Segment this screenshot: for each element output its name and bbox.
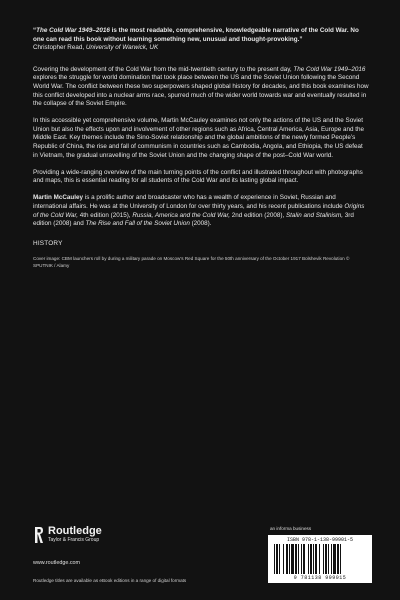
- endorsement-quote: [33, 27, 369, 53]
- publisher-name: Routledge: [48, 525, 102, 537]
- cover-text: [33, 27, 369, 269]
- description-paragraph-2: In this accessible yet comprehensive volume, Martin McCauley examines not only the actions of the US and the Soviet Union but also the effects upon and involvement of other regions such as Africa, Central America, Asia, Europe and the Middle East. Key themes include the Sino-Soviet relationship and the global ambitions of the newly formed People’s Republic of China, the rise and fall of communism in countries such as Cambodia, Angola, and Ethiopia, the US defeat in Vietnam, the gradual unravelling of the Soviet Union and the changing shape of the post–Cold War world.: [33, 117, 365, 159]
- isbn-barcode: [268, 535, 372, 583]
- publisher-website: www.routledge.com: [33, 560, 81, 566]
- ean-number: 9 781138 999015: [293, 575, 347, 581]
- ebook-note: Routledge titles are available as eBook editions in a range of digital formats: [33, 578, 187, 583]
- quote-attribution: Christopher Read, University of Warwick, UK: [33, 44, 159, 52]
- isbn-number: ISBN 978-1-138-99901-5: [286, 537, 353, 543]
- author-bio: Martin McCauley is a prolific author and broadcaster who has a wealth of experience in Soviet, Russian and international affairs. He was at the University of London for over thirty years, and his recent publications include Origins of the Cold War, 4th edition (2015), Russia, America and the Cold War, 2nd edition (2008), Stalin and Stalinism, 3rd edition (2008) and The Rise and Fall of the Soviet Union (2008).: [33, 194, 365, 228]
- routledge-logo-icon: [33, 526, 44, 544]
- publisher-group: Taylor & Francis Group: [48, 537, 100, 543]
- quote-book-title: The Cold War 1949–2016: [36, 27, 110, 34]
- subject-category: HISTORY: [33, 239, 63, 247]
- informa-label: an informa business: [270, 526, 312, 531]
- description-paragraph-1: Covering the development of the Cold War from the mid-twentieth century to the present day, The Cold War 1949–2016 explores the struggle for world domination that took place between the US and the Soviet Union following the Second World War. The conflict between these two superpowers shaped global history for decades, and this book examines how this conflict developed into a nuclear arms race, spurred much of the wider world towards war and eventually resulted in the collapse of the Soviet Empire.: [33, 65, 369, 108]
- author-name: Martin McCauley: [33, 194, 84, 202]
- barcode-bars: [274, 544, 366, 574]
- cover-image-caption: Cover image: CBM launchers roll by during a military parade on Moscow’s Red Square for the 50th anniversary of the October 1917 Bolshevik Revolution © SPUTNIK / Alamy: [33, 256, 350, 268]
- publisher-logo: [33, 526, 102, 544]
- quote-text: “The Cold War 1949–2016 is the most readable, comprehensive, knowledgeable narrative of the Cold War. No one can read this book without learning something new, unusual and thought-provoking.”: [33, 27, 359, 43]
- description-paragraph-3: Providing a wide-ranging overview of the main turning points of the conflict and illustrated throughout with photographs and maps, this is essential reading for all students of the Cold War and its lasting global impact.: [33, 168, 363, 185]
